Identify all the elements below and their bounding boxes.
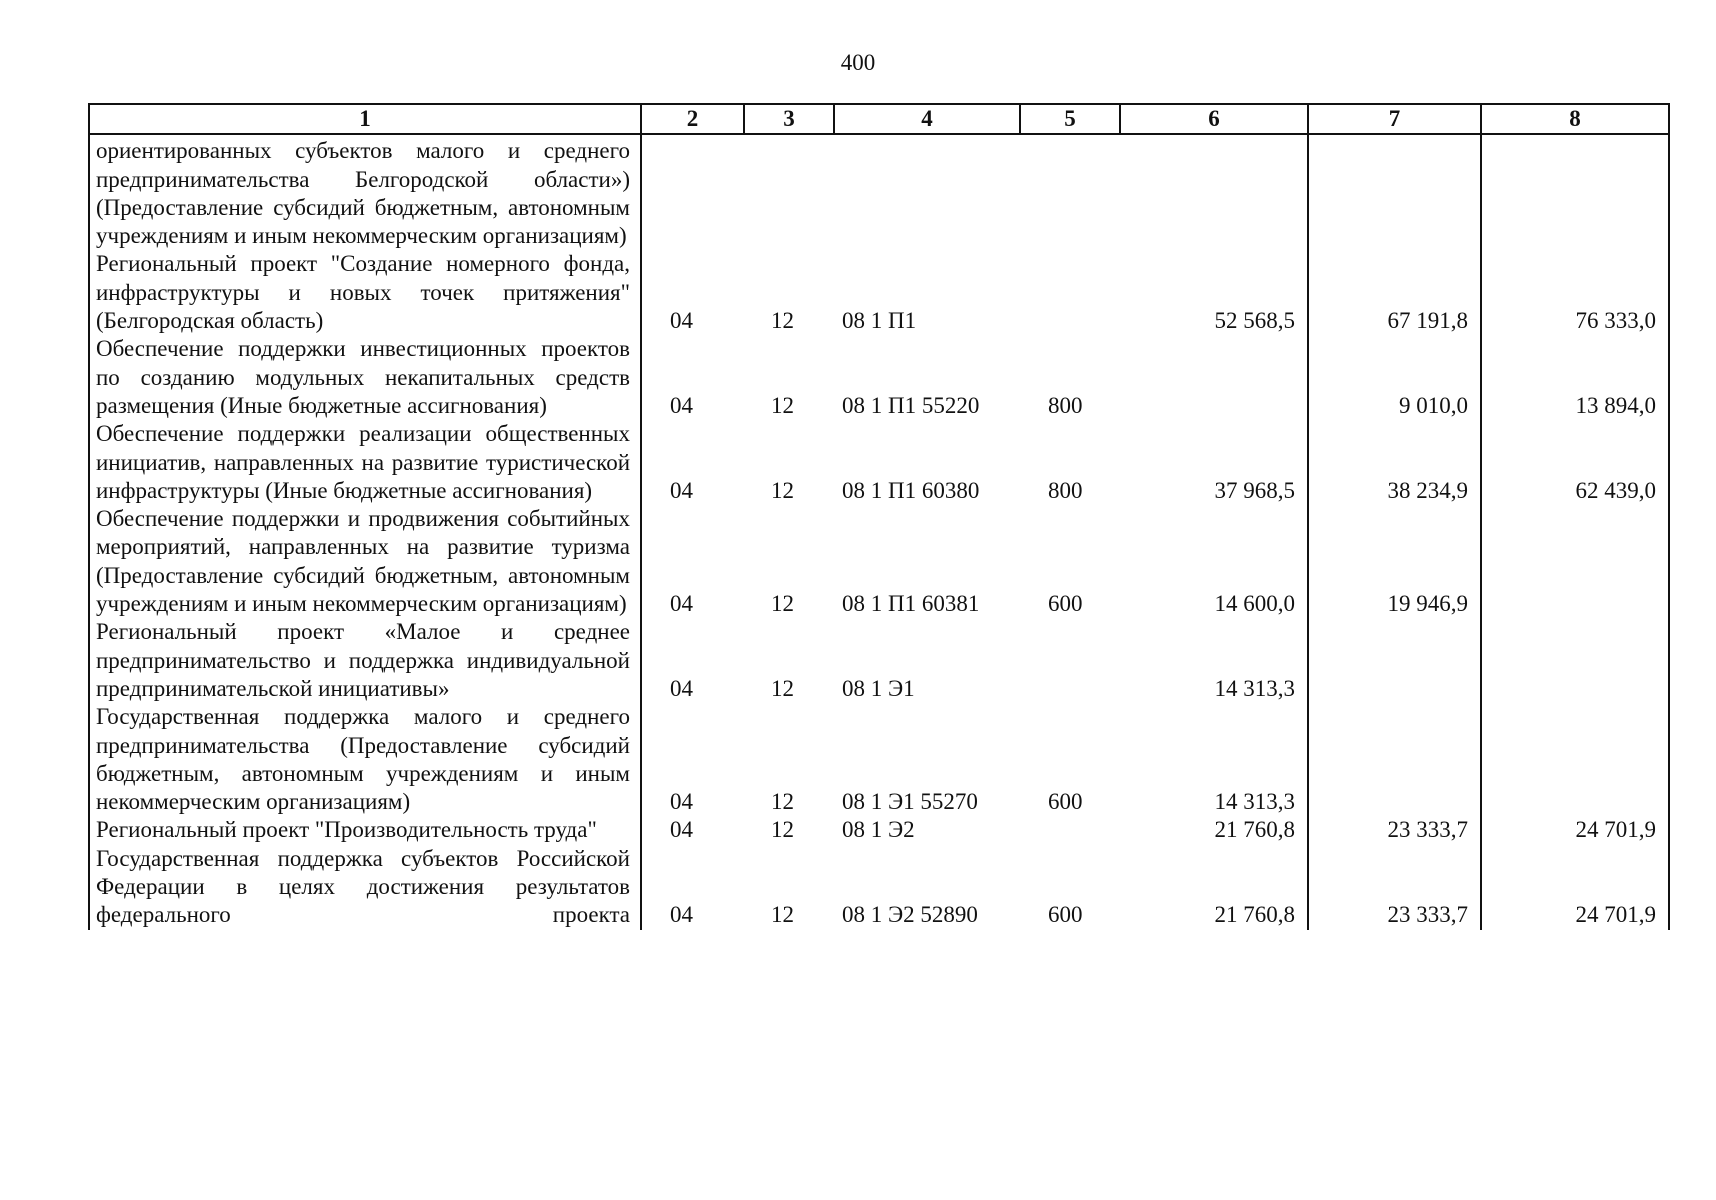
row-expense-type: [1020, 618, 1120, 703]
table-row: [89, 505, 1669, 618]
header-col-7: 7: [1308, 104, 1481, 134]
row-section: 04: [641, 816, 744, 844]
row-amount-6: [1120, 335, 1308, 420]
row-expense-type: 600: [1048, 789, 1083, 815]
row-amount-8: [1481, 134, 1669, 250]
table-row: [89, 618, 1669, 703]
row-target-article: [834, 134, 1020, 250]
row-amount-6: [1120, 134, 1308, 250]
row-target-article: 08 1 П1 55220: [842, 392, 980, 418]
row-expense-type: 800: [1048, 477, 1083, 503]
row-target-article: 08 1 Э2 52890: [842, 902, 978, 928]
row-amount-6: 21 760,8: [1120, 816, 1308, 844]
row-description: Региональный проект "Производительность труда": [89, 816, 641, 844]
row-amount-8: [1481, 703, 1669, 816]
row-amount-7: 38 234,9: [1308, 420, 1481, 505]
row-section: 04: [641, 420, 744, 505]
header-col-2: 2: [641, 104, 744, 134]
budget-table: [88, 103, 1670, 930]
header-row: [89, 104, 1669, 134]
page-number: 400: [840, 50, 876, 75]
row-amount-6: 14 600,0: [1120, 505, 1308, 618]
row-amount-7: [1308, 703, 1481, 816]
row-expense-type: [1020, 250, 1120, 335]
row-target-article: 08 1 Э1 55270: [842, 789, 978, 815]
row-amount-7: 9 010,0: [1308, 335, 1481, 420]
row-amount-8: 13 894,0: [1481, 335, 1669, 420]
row-section: [641, 134, 744, 250]
row-amount-8: 76 333,0: [1481, 250, 1669, 335]
row-target-article: 08 1 П1 60381: [842, 591, 980, 617]
row-expense-type: 600: [1048, 591, 1083, 617]
row-amount-7: 23 333,7: [1308, 845, 1481, 930]
row-section: 04: [641, 250, 744, 335]
row-description: Региональный проект «Малое и среднее предпринимательство и поддержка индивидуальной предпринимательской инициативы»: [89, 618, 641, 703]
row-description: Обеспечение поддержки и продвижения событийных мероприятий, направленных на развитие туризма (Предоставление субсидий бюджетным, автономным учреждениям и иным некоммерческим организациям): [89, 505, 641, 618]
table-row: [89, 845, 1669, 930]
table-row: [89, 335, 1669, 420]
header-col-8: 8: [1481, 104, 1669, 134]
row-amount-6: 37 968,5: [1120, 420, 1308, 505]
row-amount-6: 21 760,8: [1120, 845, 1308, 930]
row-amount-7: 19 946,9: [1308, 505, 1481, 618]
row-expense-type: [1020, 816, 1120, 844]
row-amount-7: [1308, 618, 1481, 703]
header-col-6: 6: [1120, 104, 1308, 134]
row-amount-8: [1481, 618, 1669, 703]
table-row: [89, 703, 1669, 816]
row-subsection: 12: [771, 675, 794, 701]
row-target-article: 08 1 П1 60380: [842, 477, 980, 503]
header-col-3: 3: [744, 104, 834, 134]
row-description: ориентированных субъектов малого и среднего предпринимательства Белгородской области») (Предоставление субсидий бюджетным, автономным учреждениям и иным некоммерческим организациям): [89, 134, 641, 250]
row-description: Государственная поддержка малого и среднего предпринимательства (Предоставление субсидий бюджетным, автономным учреждениям и иным некоммерческим организациям): [89, 703, 641, 816]
row-subsection: 12: [771, 477, 794, 503]
row-description: Региональный проект "Создание номерного фонда, инфраструктуры и новых точек притяжения" (Белгородская область): [89, 250, 641, 335]
row-section: 04: [641, 703, 744, 816]
row-amount-6: 52 568,5: [1120, 250, 1308, 335]
row-subsection: 12: [771, 392, 794, 418]
row-amount-8: 24 701,9: [1481, 816, 1669, 844]
row-expense-type: [1020, 134, 1120, 250]
row-amount-7: 23 333,7: [1308, 816, 1481, 844]
row-section: 04: [641, 335, 744, 420]
row-section: 04: [641, 505, 744, 618]
row-section: 04: [641, 845, 744, 930]
table-row: [89, 250, 1669, 335]
row-target-article: 08 1 П1: [842, 308, 917, 334]
row-amount-7: 67 191,8: [1308, 250, 1481, 335]
row-amount-6: 14 313,3: [1120, 618, 1308, 703]
table-row: [89, 420, 1669, 505]
row-subsection: 12: [771, 789, 794, 815]
table-row: [89, 134, 1669, 250]
table-row: [89, 816, 1669, 844]
row-amount-8: 62 439,0: [1481, 420, 1669, 505]
header-col-1: 1: [89, 104, 641, 134]
row-target-article: 08 1 Э1: [842, 675, 915, 701]
header-col-5: 5: [1020, 104, 1120, 134]
row-amount-8: [1481, 505, 1669, 618]
row-section: 04: [641, 618, 744, 703]
row-expense-type: 600: [1048, 902, 1083, 928]
row-target-article: 08 1 Э2: [842, 817, 915, 843]
row-description: Обеспечение поддержки инвестиционных проектов по созданию модульных некапитальных средств размещения (Иные бюджетные ассигнования): [89, 335, 641, 420]
row-amount-8: 24 701,9: [1481, 845, 1669, 930]
header-col-4: 4: [834, 104, 1020, 134]
row-amount-7: [1308, 134, 1481, 250]
row-subsection: 12: [771, 817, 794, 843]
row-expense-type: 800: [1048, 392, 1083, 418]
row-description: Государственная поддержка субъектов Российской Федерации в целях достижения результатов федерального проекта: [89, 845, 641, 930]
row-subsection: [744, 134, 834, 250]
row-subsection: 12: [771, 591, 794, 617]
row-subsection: 12: [771, 902, 794, 928]
row-amount-6: 14 313,3: [1120, 703, 1308, 816]
row-subsection: 12: [771, 308, 794, 334]
row-description: Обеспечение поддержки реализации общественных инициатив, направленных на развитие туристической инфраструктуры (Иные бюджетные ассигнования): [89, 420, 641, 505]
